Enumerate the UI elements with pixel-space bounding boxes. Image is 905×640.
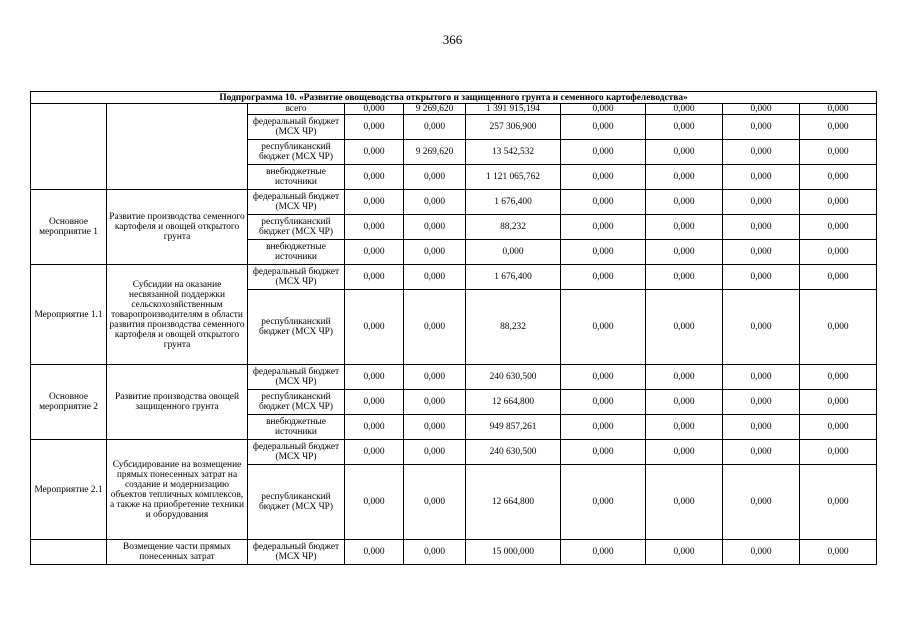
- value-cell: 0,000: [561, 190, 646, 215]
- value-cell: 0,000: [723, 365, 800, 390]
- table-row: [31, 440, 877, 465]
- value-cell: 0,000: [800, 415, 877, 440]
- value-cell: 13 542,532: [466, 140, 561, 165]
- table-row: [31, 190, 877, 215]
- value-cell: 0,000: [646, 465, 723, 540]
- value-cell: 0,000: [404, 440, 466, 465]
- value-cell: 0,000: [561, 140, 646, 165]
- activity-number-cell: Мероприятие 2.1: [31, 440, 107, 540]
- value-cell: 0,000: [345, 365, 404, 390]
- value-cell: 0,000: [646, 415, 723, 440]
- value-cell: 0,000: [561, 365, 646, 390]
- value-cell: 0,000: [723, 115, 800, 140]
- value-cell: 0,000: [345, 290, 404, 365]
- activity-name-cell: Субсидии на оказание несвязанной поддержки сельскохозяйственным товаропроизводителям в области развития производства семенного картофеля и овощей открытого грунта: [107, 265, 248, 365]
- activity-name-cell: Возмещение части прямых понесенных затрат: [107, 540, 248, 565]
- table-row: [31, 265, 877, 290]
- value-cell: 88,232: [466, 215, 561, 240]
- value-cell: 0,000: [723, 140, 800, 165]
- value-cell: 0,000: [800, 240, 877, 265]
- value-cell: 0,000: [561, 104, 646, 115]
- value-cell: 0,000: [345, 540, 404, 565]
- value-cell: 0,000: [404, 365, 466, 390]
- value-cell: 0,000: [723, 415, 800, 440]
- value-cell: 0,000: [646, 165, 723, 190]
- value-cell: 257 306,900: [466, 115, 561, 140]
- activity-name-cell: Развитие производства овощей защищенного грунта: [107, 365, 248, 440]
- value-cell: 240 630,500: [466, 365, 561, 390]
- value-cell: 0,000: [800, 440, 877, 465]
- value-cell: 0,000: [404, 240, 466, 265]
- funding-source-cell: республиканский бюджет (МСХ ЧР): [248, 140, 345, 165]
- value-cell: 0,000: [561, 440, 646, 465]
- funding-source-cell: республиканский бюджет (МСХ ЧР): [248, 290, 345, 365]
- value-cell: 0,000: [345, 265, 404, 290]
- value-cell: 0,000: [345, 104, 404, 115]
- budget-table: [30, 91, 877, 565]
- value-cell: 0,000: [646, 365, 723, 390]
- funding-source-cell: республиканский бюджет (МСХ ЧР): [248, 215, 345, 240]
- value-cell: 0,000: [800, 540, 877, 565]
- value-cell: 0,000: [800, 290, 877, 365]
- value-cell: 0,000: [646, 540, 723, 565]
- value-cell: 0,000: [404, 115, 466, 140]
- value-cell: 0,000: [561, 240, 646, 265]
- value-cell: 1 676,400: [466, 265, 561, 290]
- table-row: [31, 104, 877, 115]
- value-cell: 0,000: [646, 240, 723, 265]
- value-cell: 0,000: [404, 265, 466, 290]
- value-cell: 0,000: [345, 240, 404, 265]
- funding-source-cell: республиканский бюджет (МСХ ЧР): [248, 390, 345, 415]
- value-cell: 0,000: [723, 104, 800, 115]
- subprogram-title: Подпрограмма 10. «Развитие овощеводства открытого и защищенного грунта и семенного картофелеводства»: [31, 92, 877, 104]
- table-row: [31, 365, 877, 390]
- value-cell: 88,232: [466, 290, 561, 365]
- value-cell: 0,000: [345, 115, 404, 140]
- value-cell: 0,000: [723, 440, 800, 465]
- value-cell: 1 676,400: [466, 190, 561, 215]
- funding-source-cell: федеральный бюджет (МСХ ЧР): [248, 440, 345, 465]
- value-cell: 9 269,620: [404, 104, 466, 115]
- value-cell: 0,000: [404, 540, 466, 565]
- value-cell: 0,000: [723, 290, 800, 365]
- value-cell: 0,000: [723, 465, 800, 540]
- value-cell: 1 121 065,762: [466, 165, 561, 190]
- page-number: 366: [442, 32, 463, 47]
- value-cell: 0,000: [800, 465, 877, 540]
- value-cell: 0,000: [800, 104, 877, 115]
- value-cell: 0,000: [723, 190, 800, 215]
- value-cell: 0,000: [723, 215, 800, 240]
- value-cell: 0,000: [646, 440, 723, 465]
- value-cell: 0,000: [561, 290, 646, 365]
- value-cell: 0,000: [646, 140, 723, 165]
- funding-source-cell: федеральный бюджет (МСХ ЧР): [248, 265, 345, 290]
- value-cell: 0,000: [800, 265, 877, 290]
- activity-name-cell: Субсидирование на возмещение прямых понесенных затрат на создание и модернизацию объектов тепличных комплексов, а также на приобретение техники и оборудования: [107, 440, 248, 540]
- value-cell: 240 630,500: [466, 440, 561, 465]
- funding-source-cell: федеральный бюджет (МСХ ЧР): [248, 540, 345, 565]
- value-cell: 0,000: [345, 390, 404, 415]
- funding-source-cell: федеральный бюджет (МСХ ЧР): [248, 365, 345, 390]
- value-cell: 0,000: [404, 190, 466, 215]
- value-cell: 0,000: [345, 140, 404, 165]
- value-cell: 0,000: [561, 115, 646, 140]
- value-cell: 0,000: [345, 190, 404, 215]
- value-cell: 0,000: [800, 390, 877, 415]
- value-cell: 0,000: [404, 415, 466, 440]
- value-cell: 0,000: [404, 390, 466, 415]
- value-cell: 0,000: [466, 240, 561, 265]
- value-cell: 0,000: [404, 465, 466, 540]
- value-cell: 0,000: [345, 465, 404, 540]
- value-cell: 0,000: [561, 165, 646, 190]
- value-cell: 0,000: [345, 165, 404, 190]
- activity-number-cell: Основное мероприятие 1: [31, 190, 107, 265]
- value-cell: 0,000: [561, 415, 646, 440]
- value-cell: 0,000: [800, 165, 877, 190]
- activity-number-cell: [31, 104, 107, 190]
- activity-number-cell: Мероприятие 1.1: [31, 265, 107, 365]
- value-cell: 0,000: [723, 165, 800, 190]
- value-cell: 0,000: [800, 115, 877, 140]
- funding-source-cell: федеральный бюджет (МСХ ЧР): [248, 190, 345, 215]
- activity-number-cell: Основное мероприятие 2: [31, 365, 107, 440]
- value-cell: 0,000: [561, 465, 646, 540]
- value-cell: 1 391 915,194: [466, 104, 561, 115]
- funding-source-cell: всего: [248, 104, 345, 115]
- value-cell: 0,000: [404, 215, 466, 240]
- value-cell: 0,000: [561, 265, 646, 290]
- value-cell: 0,000: [800, 140, 877, 165]
- value-cell: 0,000: [800, 215, 877, 240]
- value-cell: 0,000: [646, 290, 723, 365]
- subprogram-title-row: [31, 92, 877, 104]
- value-cell: 0,000: [723, 265, 800, 290]
- value-cell: 12 664,800: [466, 390, 561, 415]
- value-cell: 0,000: [646, 265, 723, 290]
- value-cell: 0,000: [723, 540, 800, 565]
- value-cell: 949 857,261: [466, 415, 561, 440]
- value-cell: 0,000: [646, 190, 723, 215]
- value-cell: 0,000: [723, 240, 800, 265]
- value-cell: 12 664,800: [466, 465, 561, 540]
- value-cell: 0,000: [646, 390, 723, 415]
- value-cell: 0,000: [646, 215, 723, 240]
- value-cell: 0,000: [800, 190, 877, 215]
- activity-name-cell: Развитие производства семенного картофеля и овощей открытого грунта: [107, 190, 248, 265]
- value-cell: 0,000: [345, 440, 404, 465]
- funding-source-cell: внебюджетные источники: [248, 165, 345, 190]
- funding-source-cell: внебюджетные источники: [248, 240, 345, 265]
- value-cell: 0,000: [646, 104, 723, 115]
- value-cell: 0,000: [345, 415, 404, 440]
- value-cell: 0,000: [404, 290, 466, 365]
- funding-source-cell: федеральный бюджет (МСХ ЧР): [248, 115, 345, 140]
- value-cell: 0,000: [646, 115, 723, 140]
- table-row: [31, 540, 877, 565]
- value-cell: 0,000: [723, 390, 800, 415]
- value-cell: 0,000: [561, 215, 646, 240]
- activity-name-cell: [107, 104, 248, 190]
- funding-source-cell: внебюджетные источники: [248, 415, 345, 440]
- activity-number-cell: [31, 540, 107, 565]
- value-cell: 0,000: [561, 540, 646, 565]
- value-cell: 0,000: [800, 365, 877, 390]
- value-cell: 0,000: [404, 165, 466, 190]
- value-cell: 0,000: [561, 390, 646, 415]
- value-cell: 0,000: [345, 215, 404, 240]
- value-cell: 9 269,620: [404, 140, 466, 165]
- funding-source-cell: республиканский бюджет (МСХ ЧР): [248, 465, 345, 540]
- value-cell: 15 000,000: [466, 540, 561, 565]
